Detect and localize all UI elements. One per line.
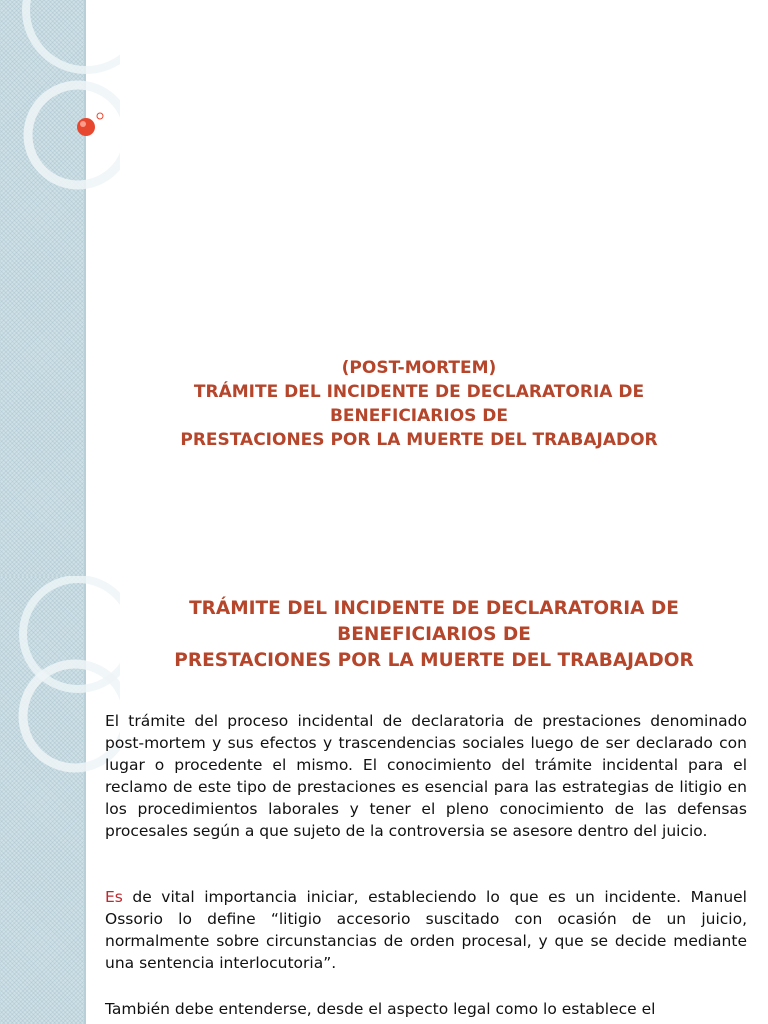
content-slide [0, 576, 768, 1024]
deco-ring-middle [28, 85, 120, 185]
body-paragraph-2 [105, 886, 747, 974]
deco-small-ring [97, 113, 103, 119]
deco-ring-top [26, 0, 120, 70]
slide1-title-line: PRESTACIONES POR LA MUERTE DEL TRABAJADOR [180, 430, 658, 450]
slide2-title-line: PRESTACIONES POR LA MUERTE DEL TRABAJADOR [174, 650, 694, 671]
highlighted-word: Es [105, 888, 123, 906]
slide2-title [100, 596, 768, 674]
body-paragraph-1: El trámite del proceso incidental de declaratoria de prestaciones denominado post-mortem y sus efectos y trascendencias sociales luego de ser declarado con lugar o procedente el mismo. El conocimiento del trámite incidental para el reclamo de este tipo de prestaciones es esencial para las estrategias de litigio en los procedimientos laborales y tener el pleno conocimiento de las defensas procesales según a que sujeto de la controversia se asesore dentro del juicio. [105, 712, 747, 840]
slide2-title-line: BENEFICIARIOS DE [337, 624, 531, 645]
deco-red-bullet [77, 118, 95, 136]
slide1-title-line: BENEFICIARIOS DE [329, 406, 509, 426]
paragraph-2-text: de vital importancia iniciar, estableciendo lo que es un incidente. Manuel Ossorio lo define “litigio accesorio suscitado con ocasión de un juicio, normalmente sobre circunstancias de orden procesal, y que se decide mediante una sentencia interlocutoria”. [105, 888, 747, 972]
body-paragraph-3: También debe entenderse, desde el aspecto legal como lo establece el [105, 1000, 656, 1018]
slide2-title-line: TRÁMITE DEL INCIDENTE DE DECLARATORIA DE [189, 598, 679, 619]
decorative-circles [0, 0, 120, 200]
slide1-title [100, 356, 738, 452]
deco-bullet-highlight [80, 121, 86, 127]
slide1-title-line: TRÁMITE DEL INCIDENTE DE DECLARATORIA DE [193, 382, 645, 402]
slide1-title-line: (POST-MORTEM) [341, 358, 497, 378]
